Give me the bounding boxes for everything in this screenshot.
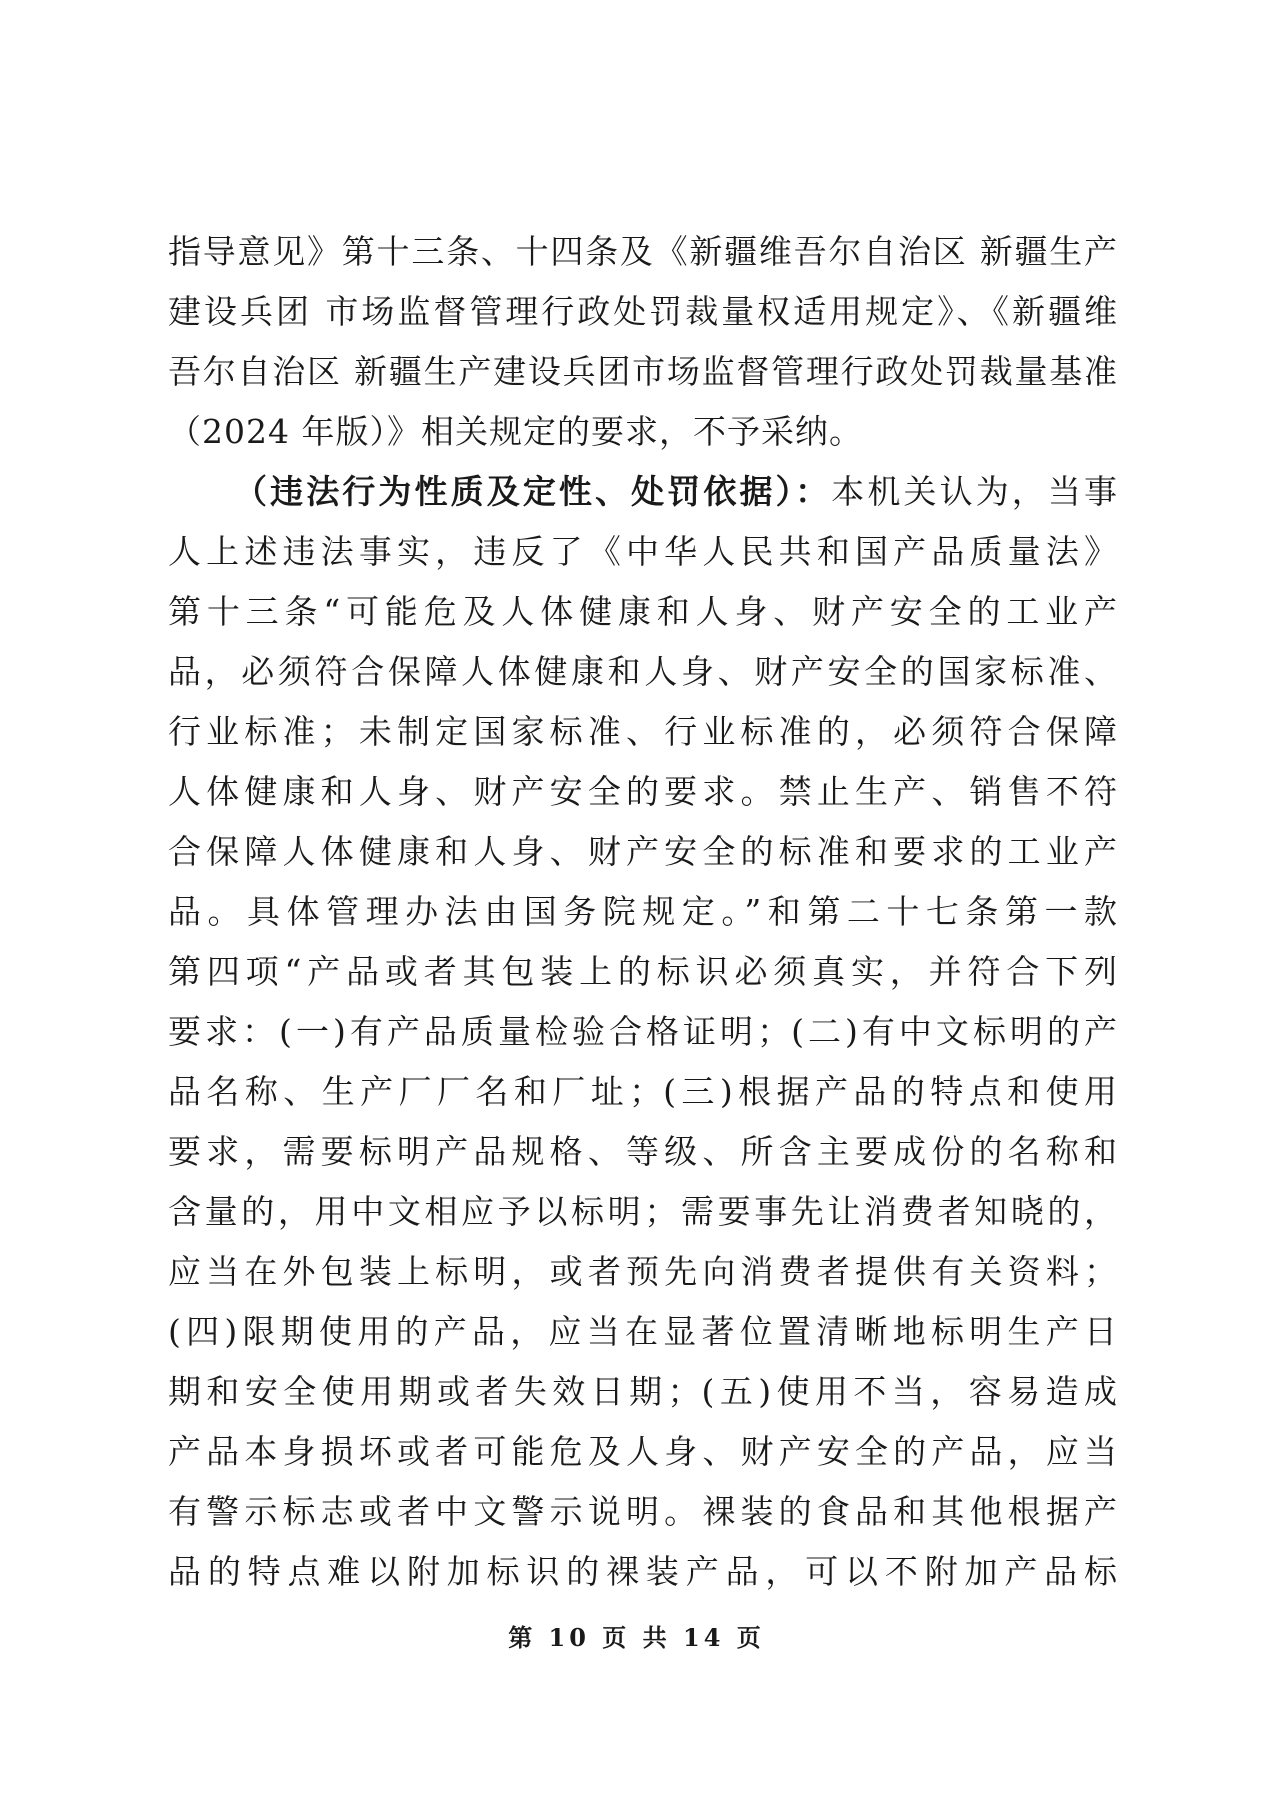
- text-line: 吾尔自治区 新疆生产建设兵团市场监督管理行政处罚裁量基准: [168, 352, 1118, 391]
- text-fragment: 本机关认为，当事: [831, 472, 1119, 511]
- text-line: 品名称、生产厂厂名和厂址；(三)根据产品的特点和使用: [168, 1072, 1118, 1111]
- text-line: 期和安全使用期或者失效日期；(五)使用不当，容易造成: [168, 1372, 1118, 1411]
- section-heading: （违法行为性质及定性、处罚依据）：: [234, 472, 832, 511]
- text-line: 含量的，用中文相应予以标明；需要事先让消费者知晓的，: [168, 1192, 1118, 1231]
- text-line: 产品本身损坏或者可能危及人身、财产安全的产品，应当: [168, 1432, 1118, 1471]
- text-line: 品。具体管理办法由国务院规定。”和第二十七条第一款: [168, 892, 1118, 931]
- text-line: 应当在外包装上标明，或者预先向消费者提供有关资料；: [168, 1252, 1118, 1291]
- page-number-footer: 第 10 页 共 14 页: [508, 1623, 765, 1652]
- text-line: (四)限期使用的产品，应当在显著位置清晰地标明生产日: [168, 1312, 1118, 1351]
- text-line: 品，必须符合保障人体健康和人身、财产安全的国家标准、: [168, 652, 1118, 691]
- text-line: 第十三条“可能危及人体健康和人身、财产安全的工业产: [168, 592, 1118, 631]
- text-line: 人上述违法事实，违反了《中华人民共和国产品质量法》: [168, 532, 1118, 571]
- text-line: 品的特点难以附加标识的裸装产品，可以不附加产品标: [168, 1552, 1118, 1591]
- text-line: 合保障人体健康和人身、财产安全的标准和要求的工业产: [168, 832, 1118, 871]
- text-line: 行业标准；未制定国家标准、行业标准的，必须符合保障: [168, 712, 1118, 751]
- text-line: 第四项“产品或者其包装上的标识必须真实，并符合下列: [168, 952, 1118, 991]
- text-line: 有警示标志或者中文警示说明。裸装的食品和其他根据产: [168, 1492, 1118, 1531]
- text-line: 人体健康和人身、财产安全的要求。禁止生产、销售不符: [168, 772, 1118, 811]
- paragraph-first-line: [168, 462, 1118, 522]
- text-line: 指导意见》第十三条、十四条及《新疆维吾尔自治区 新疆生产: [168, 232, 1118, 271]
- text-line: 要求，需要标明产品规格、等级、所含主要成份的名称和: [168, 1132, 1118, 1171]
- text-line: （2024 年版）》相关规定的要求，不予采纳。: [168, 412, 863, 451]
- text-line: 要求：(一)有产品质量检验合格证明；(二)有中文标明的产: [168, 1012, 1118, 1051]
- text-line: 建设兵团 市场监督管理行政处罚裁量权适用规定》、《新疆维: [168, 292, 1118, 331]
- document-body: [168, 222, 1118, 1602]
